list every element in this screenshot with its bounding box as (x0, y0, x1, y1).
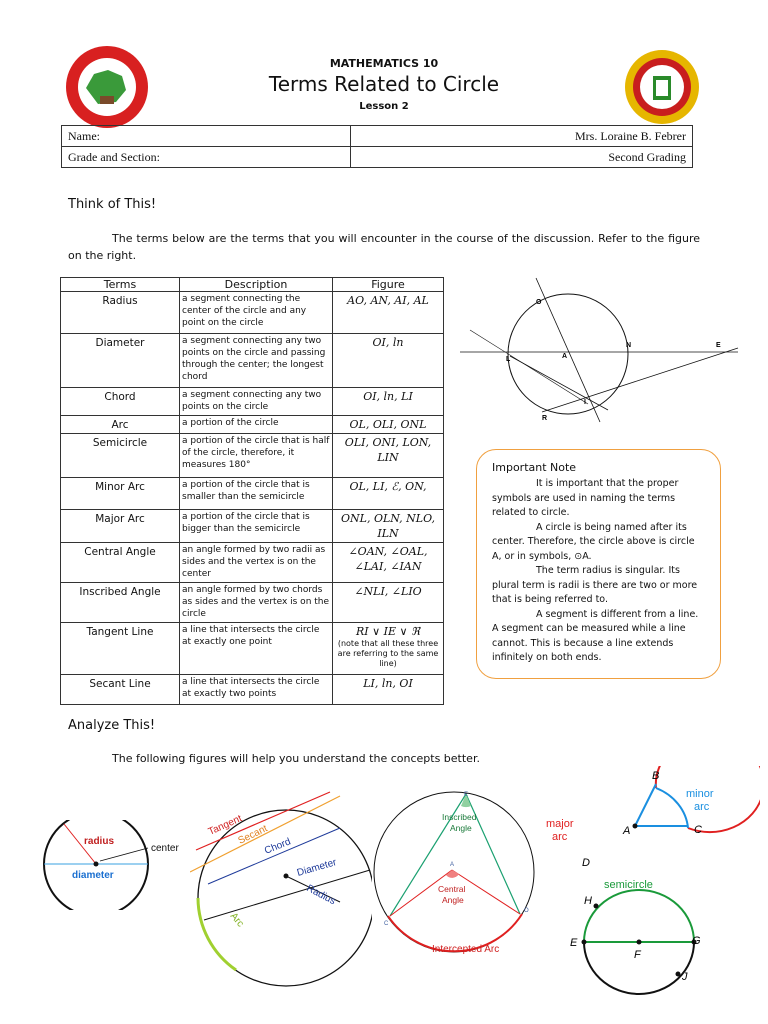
circle-a (508, 294, 628, 414)
secant-line (470, 330, 588, 404)
note-paragraph: A circle is being named after its center. Therefore, the circle above is circle A, or in symbols, ⊙A. (492, 521, 695, 562)
point-h-label: H (584, 895, 592, 907)
table-row (61, 416, 444, 434)
point-r-label: R (542, 415, 548, 422)
figure-cell: ∠NLI, ∠LIO (333, 583, 444, 623)
description-cell: a line that intersects the circle at exactly one point (180, 623, 333, 675)
term-cell: Major Arc (61, 510, 180, 543)
term-cell: Secant Line (61, 675, 180, 705)
figure-cell: ∠OAN, ∠OAL, ∠LAI, ∠IAN (333, 543, 444, 583)
inscribed-label: Inscribed (442, 812, 477, 822)
inscribed-label-2: Angle (450, 823, 472, 833)
term-cell: Chord (61, 388, 180, 416)
semicircle-figure (566, 876, 742, 1016)
central-label: Central (438, 884, 466, 894)
terms-table (60, 277, 444, 705)
point-e-label-e: E (570, 937, 578, 949)
figure-cell: ONL, OLN, NLO, ILN (333, 510, 444, 543)
figure-cell: OI, ln (333, 334, 444, 388)
subject-title: MATHEMATICS 10 (329, 57, 439, 70)
major-minor-arc-figure (540, 766, 760, 878)
description-cell: a segment connecting any two points on the circle (180, 388, 333, 416)
point-o-label-c: O (524, 908, 529, 914)
central-inscribed-angle-figure (368, 788, 540, 963)
figure-note: (note that all these three are referring to the same line) (337, 639, 439, 668)
point-g-label: G (692, 935, 701, 947)
note-body (492, 477, 700, 666)
table-row (61, 583, 444, 623)
figure-cell: OL, OLI, ONL (333, 416, 444, 434)
table-row (61, 543, 444, 583)
tangent-label: Tangent (206, 813, 244, 838)
term-cell: Semicircle (61, 434, 180, 478)
table-row (61, 510, 444, 543)
radius-label-b: Radius (304, 882, 338, 908)
description-cell: a segment connecting the center of the circle and any point on the circle (180, 292, 333, 334)
circle-a-diagram (460, 272, 740, 432)
major-arc-label-2: arc (552, 831, 568, 843)
term-cell: Minor Arc (61, 478, 180, 510)
center-label: center (151, 843, 179, 854)
page-title: Terms Related to Circle (268, 72, 500, 96)
diameter-label-b: Diameter (295, 857, 338, 879)
radius-label: radius (84, 836, 115, 847)
lines-and-segments-figure (190, 790, 372, 1000)
term-cell: Central Angle (61, 543, 180, 583)
description-cell: a segment connecting any two points on the circle and passing through the center; the longest chord (180, 334, 333, 388)
description-cell: an angle formed by two radii as sides and the vertex is on the center (180, 543, 333, 583)
note-paragraph: It is important that the proper symbols are used in naming the terms related to circle. (492, 478, 679, 518)
col-header-terms: Terms (61, 278, 180, 292)
figure-cell: OLI, ONI, LON, LIN (333, 434, 444, 478)
point-a-label-d: A (623, 825, 631, 837)
intercepted-arc-label: Intercepted Arc (432, 944, 500, 955)
description-cell: a line that intersects the circle at exactly two points (180, 675, 333, 705)
point-i-label: I (584, 399, 586, 406)
description-cell: a portion of the circle that is half of the circle, therefore, it measures 180° (180, 434, 333, 478)
grading-period: Second Grading (351, 147, 693, 168)
point-e-label: E (716, 342, 721, 349)
note-heading: Important Note (492, 461, 577, 474)
table-row (61, 623, 444, 675)
table-row (61, 388, 444, 416)
teacher-name: Mrs. Loraine B. Febrer (351, 126, 693, 147)
figure-cell: AO, AN, AI, AL (333, 292, 444, 334)
chord-label: Chord (263, 836, 293, 857)
figure-cell: OL, LI, ℰ, ON, (333, 478, 444, 510)
diameter-label: diameter (72, 870, 114, 881)
analyze-intro: The following figures will help you understand the concepts better. (112, 752, 480, 765)
point-b-label: B (652, 770, 660, 782)
minor-arc-label: minor (686, 788, 714, 800)
col-header-figure: Figure (333, 278, 444, 292)
note-paragraph: A segment is different from a line. A segment can be measured while a line cannot. This is because a line extends infinitely on both ends. (492, 608, 699, 663)
term-cell: Radius (61, 292, 180, 334)
point-f-label: F (634, 949, 641, 961)
term-cell: Tangent Line (61, 623, 180, 675)
point-a-label: A (562, 353, 568, 360)
figure-cell: LI, ln, OI (333, 675, 444, 705)
note-paragraph: The term radius is singular. Its plural term is radii is there are two or more that is being referred to. (492, 565, 698, 605)
think-heading: Think of This! (68, 197, 157, 212)
table-row (61, 334, 444, 388)
point-a-label-c: A (450, 862, 455, 868)
table-row (61, 292, 444, 334)
major-arc-label: major (546, 818, 574, 830)
term-cell: Inscribed Angle (61, 583, 180, 623)
analyze-heading: Analyze This! (68, 718, 156, 733)
central-label-2: Angle (442, 895, 464, 905)
figure-cell: OI, ln, LI (333, 388, 444, 416)
point-e-label-c: E (464, 792, 469, 798)
lesson-number: Lesson 2 (359, 101, 409, 112)
term-cell: Diameter (61, 334, 180, 388)
secant-label: Secant (236, 823, 270, 847)
description-cell: a portion of the circle that is bigger than the semicircle (180, 510, 333, 543)
table-row (61, 478, 444, 510)
point-n-label: N (626, 342, 632, 349)
point-c-label-c: C (384, 921, 389, 927)
point-j-label: J (682, 971, 688, 983)
point-o-label: O (536, 299, 542, 306)
description-cell: an angle formed by two chords as sides and the vertex is on the circle (180, 583, 333, 623)
student-info-table (61, 125, 693, 168)
table-row (61, 675, 444, 705)
figure-cell (333, 623, 444, 675)
term-cell: Arc (61, 416, 180, 434)
point-c-label-d: C (694, 824, 702, 836)
point-l-label: L (506, 356, 511, 363)
description-cell: a portion of the circle that is smaller than the semicircle (180, 478, 333, 510)
grade-label: Grade and Section: (62, 147, 351, 168)
point-d-label: D (582, 857, 590, 869)
description-cell: a portion of the circle (180, 416, 333, 434)
important-note-box (476, 449, 721, 679)
semicircle-label: semicircle (604, 879, 653, 891)
arc-label: Arc (227, 910, 246, 930)
col-header-description: Description (180, 278, 333, 292)
think-intro: The terms below are the terms that you will encounter in the course of the discussion. Refer to the figure on the right. (68, 232, 700, 262)
figure-text: RI ∨ IE ∨ ℜ (355, 625, 421, 638)
table-row (61, 434, 444, 478)
name-label: Name: (62, 126, 351, 147)
minor-arc-label-2: arc (694, 801, 710, 813)
radius-diameter-figure (38, 820, 198, 910)
